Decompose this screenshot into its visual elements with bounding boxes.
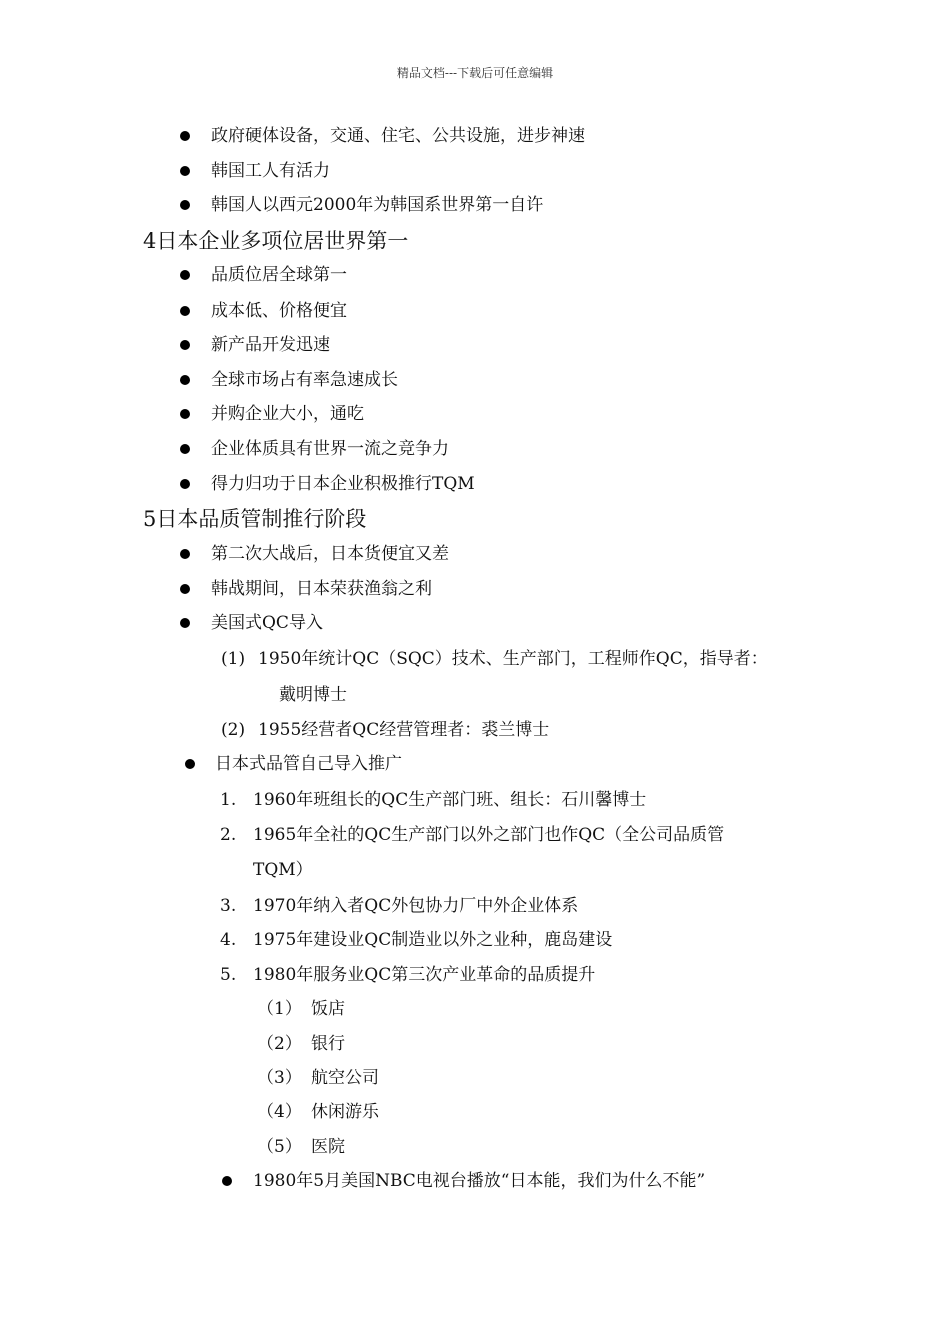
page-header: 精品文档---下载后可任意编辑: [396, 66, 554, 80]
numbered-item: 1975年建设业QC制造业以外之业种，鹿岛建设: [253, 930, 613, 950]
numbered-marker: 2.: [220, 825, 237, 845]
sub-item-marker: (2): [221, 720, 246, 740]
service-item: 休闲游乐: [311, 1102, 379, 1122]
bullet-item: 政府硬体设备，交通、住宅、公共设施，进步神速: [211, 126, 585, 146]
bullet-item: 美国式QC导入: [211, 613, 323, 633]
service-item: 饭店: [311, 999, 345, 1019]
numbered-marker: 5.: [220, 965, 237, 985]
bullet-dot: [180, 270, 190, 280]
numbered-item: 1960年班组长的QC生产部门班、组长：石川馨博士: [253, 790, 647, 810]
bullet-item: 并购企业大小，通吃: [211, 404, 364, 424]
numbered-marker: 4.: [220, 930, 237, 950]
bullet-dot: [185, 759, 195, 769]
service-marker: （2）: [257, 1034, 302, 1054]
bullet-item: 韩国工人有活力: [211, 161, 330, 181]
bullet-dot: [180, 166, 190, 176]
section-4-heading: 4日本企业多项位居世界第一: [143, 229, 409, 253]
bullet-dot: [180, 618, 190, 628]
bullet-dot: [180, 131, 190, 141]
bullet-dot: [180, 409, 190, 419]
service-marker: （5）: [257, 1137, 302, 1157]
bullet-dot: [222, 1176, 232, 1186]
service-item: 航空公司: [311, 1068, 379, 1088]
numbered-item: 1970年纳入者QC外包协力厂中外企业体系: [253, 896, 579, 916]
service-marker: （1）: [257, 999, 302, 1019]
bullet-item: 企业体质具有世界一流之竞争力: [211, 439, 449, 459]
bullet-item: 得力归功于日本企业积极推行TQM: [211, 474, 475, 494]
bullet-item: 韩战期间，日本荣获渔翁之利: [211, 579, 432, 599]
bullet-dot: [180, 200, 190, 210]
sub-item-text: 1950年统计QC（SQC）技术、生产部门，工程师作QC，指导者：: [258, 649, 768, 669]
bullet-dot: [180, 444, 190, 454]
service-item: 银行: [311, 1034, 345, 1054]
bullet-dot: [180, 340, 190, 350]
bullet-item: 品质位居全球第一: [211, 265, 347, 285]
numbered-item: 1980年服务业QC第三次产业革命的品质提升: [253, 965, 596, 985]
bullet-dot: [180, 549, 190, 559]
bullet-item: 1980年5月美国NBC电视台播放“日本能，我们为什么不能”: [253, 1171, 706, 1191]
service-marker: （3）: [257, 1068, 302, 1088]
bullet-dot: [180, 479, 190, 489]
service-marker: （4）: [257, 1102, 302, 1122]
bullet-dot: [180, 375, 190, 385]
bullet-item: 日本式品管自己导入推广: [215, 754, 402, 774]
bullet-item: 韩国人以西元2000年为韩国系世界第一自许: [211, 195, 544, 215]
section-5-heading: 5日本品质管制推行阶段: [143, 507, 367, 531]
bullet-dot: [180, 584, 190, 594]
bullet-item: 新产品开发迅速: [211, 335, 330, 355]
numbered-marker: 1.: [220, 790, 237, 810]
service-item: 医院: [311, 1137, 345, 1157]
numbered-marker: 3.: [220, 896, 237, 916]
sub-item-text-cont: 戴明博士: [279, 685, 347, 705]
bullet-dot: [180, 306, 190, 316]
bullet-item: 成本低、价格便宜: [211, 301, 347, 321]
numbered-item-cont: TQM）: [253, 860, 313, 880]
numbered-item: 1965年全社的QC生产部门以外之部门也作QC（全公司品质管: [253, 825, 725, 845]
sub-item-text: 1955经营者QC经营管理者：裘兰博士: [258, 720, 550, 740]
bullet-item: 第二次大战后，日本货便宜又差: [211, 544, 449, 564]
bullet-item: 全球市场占有率急速成长: [211, 370, 398, 390]
sub-item-marker: (1): [221, 649, 246, 669]
